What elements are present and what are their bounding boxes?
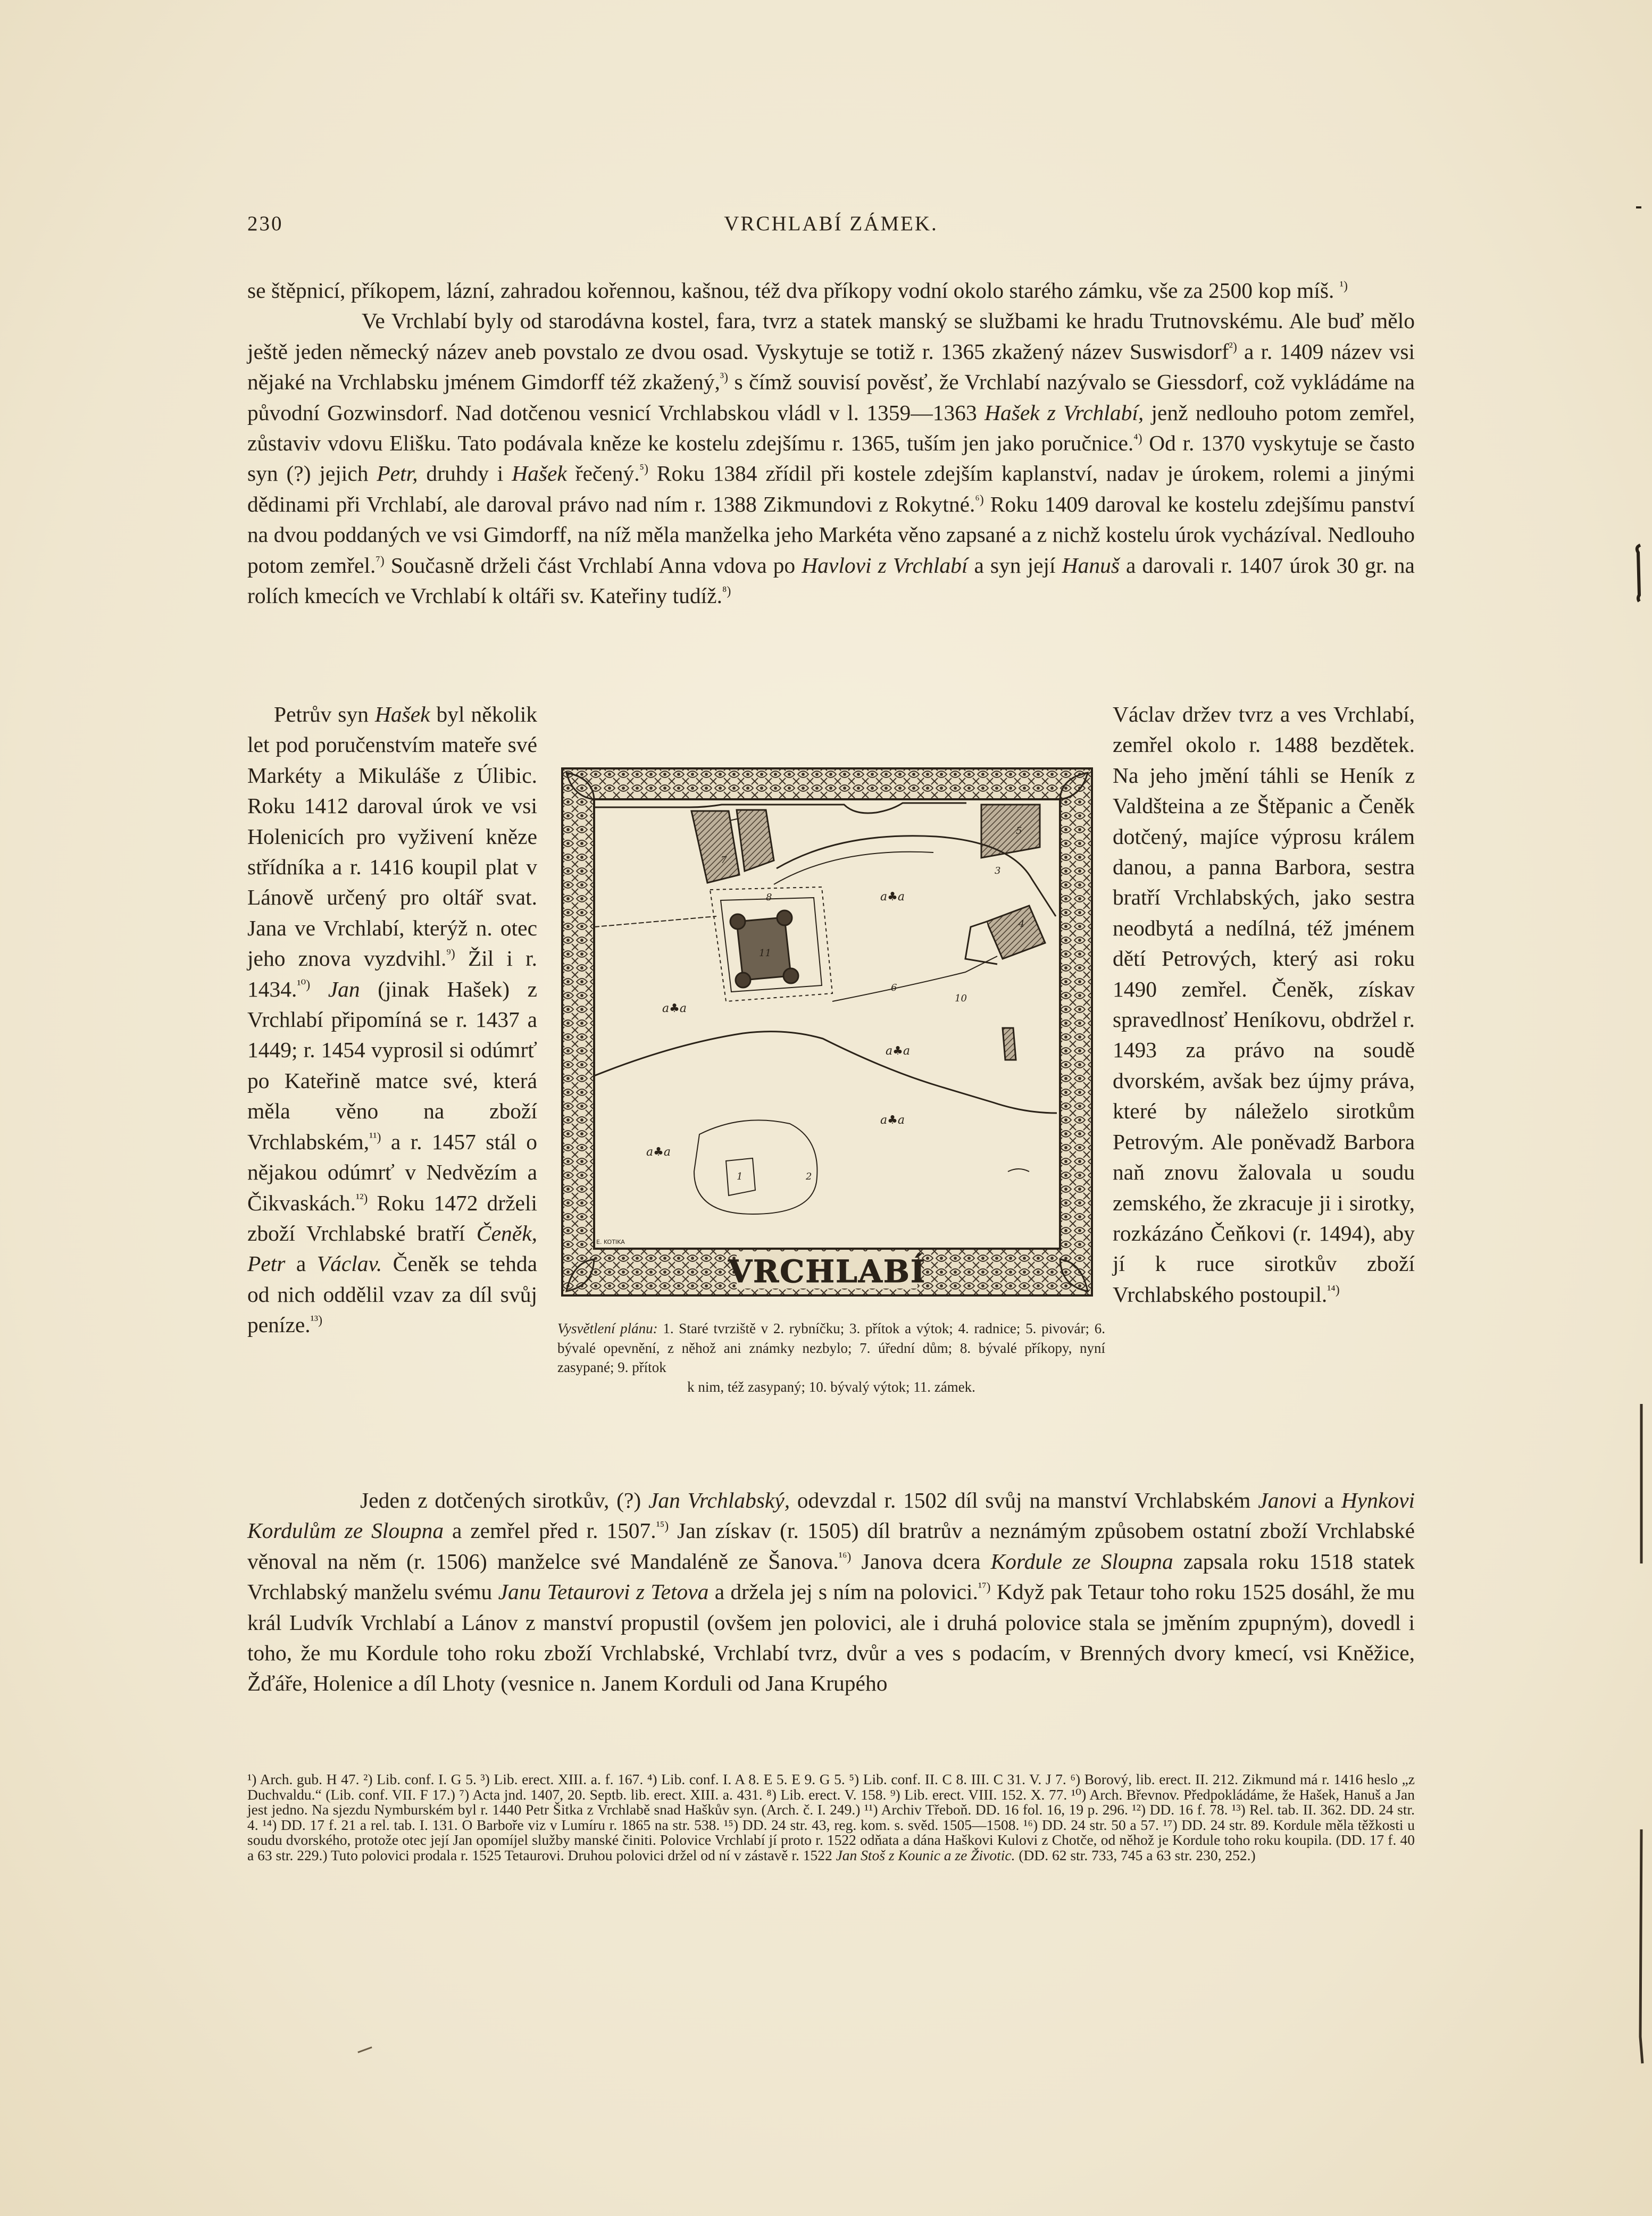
mark-hook bbox=[1637, 545, 1640, 601]
p2-italic-hasek: Hašek z Vrchlabí, bbox=[984, 400, 1144, 425]
lc-italic-jan: Jan bbox=[328, 976, 360, 1001]
footnote-ref-2: ²) bbox=[1229, 340, 1237, 354]
top-text-block bbox=[247, 275, 1415, 611]
footnote-text: ¹) Arch. gub. H 47. ²) Lib. conf. I. G 5. ³) Lib. erect. XIII. a. f. 167. ⁴) Lib. conf. I. A 8. E 5. E 9. G 5. ⁵) Lib. conf. II. C 8. III. C 31. V. J 7. ⁶) Borový, lib. erect. II. 212. Zikmund má r. 1416 heslo „z Duchvaldu.“ (Lib. conf. VII. F 17.) ⁷) Acta jnd. 1407, 20. Septb. lib. erect. XIII. a. 431. ⁸) Lib. erect. V. 158. ⁹) Lib. erect. VIII. 152. X. 77. ¹⁰) Arch. Břevnov. Předpokládáme, že Hašek, Hanuš a Jan jest jedno. Na sjezdu Nymburském byl r. 1440 Petr Šitka z Vrchlabě snad Haškův syn. (Arch. č. I. 249.) ¹¹) Archiv Třeboň. DD. 16 fol. 16, 19 p. 296. ¹²) DD. 16 f. 78. ¹³) Rel. tab. II. 362. DD. 24 str. 4. ¹⁴) DD. 17 f. 21 a rel. tab. I. 131. O Barboře viz v Lumíru r. 1865 na str. 538. ¹⁵) DD. 24 str. 43, reg. kom. s. svěd. 1505—1508. ¹⁶) DD. 24 str. 50 a 57. ¹⁷) DD. 24 str. 89. Kordule měla těžkosti u soudu dvorského, protože otec její Jan opomíjel služby manské činiti. Polovice Vrchlabí jí proto r. 1522 odňata a dána Haškovi Kulovi z Chotče, od něhož je Kordule toho roku koupila. (DD. 17 f. 40 a 63 str. 229.) Tuto polovici prodala r. 1525 Tetaurovi. Druhou polovici držel od ní v zástavě r. 1522 bbox=[247, 1771, 1415, 1863]
lc-text-e: a r. 1457 stál o nějakou odúmrť v Nedvězím a Čikvaskách. bbox=[247, 1129, 537, 1215]
bb-text-c: a zemřel před r. 1507. bbox=[444, 1518, 656, 1543]
mark-low bbox=[1640, 1829, 1642, 2063]
p2-italic-petr: Petr, bbox=[377, 461, 418, 486]
label-3: 3 bbox=[995, 865, 1001, 876]
bb-text-b: odevzdal r. 1502 díl svůj na manství Vrchlabském bbox=[790, 1488, 1258, 1512]
p1-text: se štěpnicí, příkopem, lázní, zahradou kořennou, kašnou, též dva příkopy vodní okolo starého zámku, vše za 2500 kop míš. bbox=[247, 278, 1334, 303]
p2-text-m: a darovali r. 1407 úrok 30 gr. na rolích kmecích ve Vrchlabí k oltáři sv. Kateřiny tudíž. bbox=[247, 553, 1415, 608]
plan-caption bbox=[557, 1319, 1105, 1397]
label-11: 11 bbox=[759, 948, 771, 959]
footnote-italic: Jan Stoš z Kounic a ze Životic. bbox=[836, 1846, 1015, 1863]
footnote-ref-13: ¹³) bbox=[310, 1314, 323, 1328]
p2-text-g: řečený. bbox=[566, 461, 640, 486]
caption-text: 1. Staré tvrziště v 2. rybníčku; 3. přítok a výtok; 4. radnice; 5. pivovár; 6. bývalé opevnění, z něhož ani známky nezbylo; 7. úřední dům; 8. bývalé příkopy, nyní zasypané; 9. přítok bbox=[557, 1320, 1105, 1375]
p2-text-k: Současně drželi část Vrchlabí Anna vdova po bbox=[384, 553, 802, 578]
page-number: 230 bbox=[247, 212, 283, 235]
label-10: 10 bbox=[955, 993, 967, 1004]
bb-italic-janovi: Janovi bbox=[1258, 1488, 1317, 1512]
footnote-ref-12: ¹²) bbox=[356, 1191, 368, 1206]
running-header bbox=[247, 212, 1415, 244]
bb-text-h: Když pak Tetaur toho roku 1525 dosáhl, že mu král Ludvík Vrchlabí a Lánov z manství propustil (ovšem jen polovici, ale i druhá polovice stala se jměním zpupným), dovedl i toho, že mu Kordule toho roku zboží Vrchlabské, Vrchlabí tvrz, dvůr a ves s podacím, v Brenných dvory kmecí, vsi Kněžice, Žďáře, Holenice a díl Lhoty (vesnice n. Janem Korduli od Jana Krupého bbox=[247, 1579, 1415, 1696]
footnote-ref-7: ⁷) bbox=[376, 554, 385, 568]
p2-text-c: s čímž souvisí pověsť, že Vrchlabí nazývalo se Giessdorf, což vykládáme na původní Gozwinsdorf. Nad dotčenou vesnicí Vrchlabskou vládl v l. 1359—1363 bbox=[247, 370, 1415, 425]
lc-italic-cenek-petr: Čeněk, Petr bbox=[247, 1220, 537, 1276]
lc-text-c: Žil i r. 1434. bbox=[247, 946, 537, 1001]
bb-italic-kordule: Kordule ze Sloupna bbox=[990, 1549, 1173, 1574]
bb-text-b2: a bbox=[1316, 1488, 1341, 1512]
caption-lead: Vysvětlení plánu: bbox=[557, 1320, 658, 1336]
footnote-ref-14: ¹⁴) bbox=[1327, 1283, 1340, 1297]
binding-marks bbox=[1633, 0, 1652, 2216]
footnote-ref-1: ¹) bbox=[1339, 279, 1348, 293]
footnote-text-end: (DD. 62 str. 733, 745 a 63 str. 230, 252.) bbox=[1015, 1846, 1256, 1863]
label-6: 6 bbox=[891, 982, 897, 993]
tree-mark-5: a♣a bbox=[646, 1145, 671, 1159]
label-7: 7 bbox=[721, 855, 727, 866]
plan-figure bbox=[561, 767, 1093, 1297]
bb-text-e: Janova dcera bbox=[851, 1549, 991, 1574]
bb-italic-hynkovi: Hynkovi Kordulům ze Sloupna bbox=[247, 1488, 1415, 1543]
footnote-ref-6: ⁶) bbox=[975, 492, 984, 507]
lc-text-f: Roku 1472 drželi zboží Vrchlabské bratří bbox=[247, 1190, 537, 1245]
tree-mark-2: a♣a bbox=[662, 1002, 687, 1015]
bb-text-d: Jan získav (r. 1505) díl bratrův a neznámým způsobem ostatní zboží Vrchlabské věnoval na něm (r. 1506) manželce své Mandaléně ze Šanova. bbox=[247, 1518, 1415, 1574]
footnote-ref-3: ³) bbox=[720, 371, 729, 385]
mark-top bbox=[1636, 206, 1641, 208]
bb-text-g: a držela jej s ním na polovici. bbox=[708, 1579, 978, 1604]
tree-mark-1: a♣a bbox=[880, 890, 905, 904]
footnote-ref-10: ¹⁰) bbox=[297, 977, 311, 992]
p2-text-a: Ve Vrchlabí byly od starodávna kostel, fara, tvrz a statek manský se službami ke hradu Trutnovskému. Ale buď mělo ještě jeden německý název aneb povstalo ze dvou osad. Vyskytuje se totiž r. 1365 zkažený název Suswisdorf bbox=[247, 308, 1415, 364]
plan-title: VRCHLABÍ bbox=[728, 1253, 927, 1290]
right-column-paragraph bbox=[1113, 699, 1415, 1310]
paragraph-1 bbox=[247, 275, 1415, 306]
tree-mark-4: a♣a bbox=[880, 1114, 905, 1127]
caption-last-line: k nim, též zasypaný; 10. bývalý výtok; 11. zámek. bbox=[687, 1378, 975, 1395]
lc-text-b: byl několik let pod poručenstvím mateře své Markéty a Mikuláše z Úlibic. Roku 1412 daroval úrok ve vsi Holenicích pro vyživení kněze střídníka a r. 1416 koupil plat v Lánově určený pro oltář svat. Jana ve Vrchlabí, kterýž n. otec jeho znova vyzdvihl. bbox=[247, 702, 538, 971]
lc-italic-hasek: Hašek bbox=[374, 702, 430, 726]
rc-text: Václav držev tvrz a ves Vrchlabí, zemřel okolo r. 1488 bezdětek. Na jeho jmění táhli se Heník z Valdšteina a ze Štěpanic a Čeněk dotčený, majíce výprosu králem danou, a panna Barbora, sestra bratří Vrchlabských, jako sestra neodbytá a nedílná, též jménem dětí Petrových, který asi roku 1490 zemřel. Čeněk, získav spravedlnosť Heníkovu, obdržel r. 1493 za právo na soudě dvorském, avšak bez újmy práva, které by náleželo sirotkům Petrovým. Ale poněvadž Barbora naň znovu žalovala u soudu zemského, že zkracuje ji i sirotky, rozkázáno Čeňkovi (r. 1494), aby jí k ruce sirotkův zboží Vrchlabského postoupil. bbox=[1113, 702, 1415, 1307]
footnote-ref-8: ⁸) bbox=[722, 584, 731, 599]
bottom-text-block bbox=[247, 1485, 1415, 1699]
lc-text-d: (jinak Hašek) z Vrchlabí připomíná se r. 1437 a 1449; r. 1454 vyprosil si odúmrť po Kateřině matce své, která měla věno na zboží Vrchlabském, bbox=[247, 976, 538, 1154]
p2-text-d: jenž nedlouho potom zemřel, zůstaviv vdovu Elišku. Tato podávala kněze ke kostelu zdejšímu r. 1365, tuším jen jako poručnice. bbox=[247, 400, 1415, 456]
lc-text-g: Čeněk se tehda od nich oddělil vzav za díl svůj peníze. bbox=[247, 1251, 537, 1337]
p2-text-f: druhdy i bbox=[418, 461, 512, 486]
p2-text-l: a syn její bbox=[967, 553, 1062, 578]
bb-italic-jan: Jan Vrchlabský, bbox=[648, 1488, 790, 1512]
bb-text-a: Jeden z dotčených sirotkův, (?) bbox=[360, 1488, 648, 1512]
right-column bbox=[1113, 699, 1415, 1310]
p2-italic-hanus: Hanuš bbox=[1062, 553, 1120, 578]
label-5: 5 bbox=[1016, 825, 1022, 837]
bb-italic-tetaur: Janu Tetaurovi z Tetova bbox=[498, 1579, 709, 1604]
footnotes bbox=[247, 1772, 1415, 1863]
paragraph-2 bbox=[247, 306, 1415, 611]
castle-tower-ne bbox=[777, 910, 792, 925]
footnote-ref-4: ⁴) bbox=[1133, 432, 1142, 446]
lc-text-a: Petrův syn bbox=[274, 702, 375, 726]
footnote-ref-11: ¹¹) bbox=[369, 1130, 381, 1144]
plan-engraver: E. KOTIKA bbox=[596, 1239, 625, 1245]
p2-italic-havel: Havlovi z Vrchlabí bbox=[802, 553, 968, 578]
p2-text-h: Roku 1384 zřídil při kostele zdejším kaplanství, nadav je úrokem, rolemi a jinými dědinami při Vrchlabí, ale daroval právo nad ním r. 1388 Zikmundovi z Rokytné. bbox=[247, 461, 1415, 516]
label-4: 4 bbox=[1019, 918, 1025, 930]
tree-mark-3: a♣a bbox=[886, 1044, 910, 1058]
caption-body bbox=[557, 1319, 1105, 1377]
footnote-ref-5: ⁵) bbox=[639, 462, 648, 476]
lc-italic-vaclav: Václav. bbox=[316, 1251, 382, 1276]
p2-text-e: Od r. 1370 vyskytuje se často syn (?) jejich bbox=[247, 431, 1415, 486]
castle-tower-sw bbox=[736, 973, 750, 988]
castle-tower-nw bbox=[730, 914, 745, 929]
castle-tower-se bbox=[783, 968, 798, 983]
running-title: VRCHLABÍ ZÁMEK. bbox=[724, 212, 938, 235]
left-column-paragraph bbox=[247, 699, 537, 1341]
footnote-ref-16: ¹⁶) bbox=[838, 1550, 852, 1564]
p2-text-b: a r. 1409 název vsi nějaké na Vrchlabsku jménem Gimdorff též zkažený, bbox=[247, 339, 1415, 395]
footnote-ref-17: ¹⁷) bbox=[978, 1581, 991, 1595]
stray-mark bbox=[357, 2046, 372, 2053]
label-2: 2 bbox=[806, 1171, 812, 1182]
left-column bbox=[247, 699, 537, 1341]
paragraph-bottom bbox=[247, 1485, 1415, 1699]
bb-text-f: zapsala roku 1518 statek Vrchlabský manželu svému bbox=[247, 1549, 1415, 1604]
plan-svg bbox=[561, 767, 1093, 1297]
footnote-ref-9: ⁹) bbox=[446, 947, 455, 961]
label-8: 8 bbox=[766, 892, 772, 903]
p2-italic-hasek2: Hašek bbox=[512, 461, 567, 486]
p2-text-j: Roku 1409 daroval ke kostelu zdejšímu panství na dvou poddaných ve vsi Gimdorff, na níž měla manželka jeho Markéta věno zapsané a z nichž kostelu úrok vycházíval. Nedlouho potom zemřel. bbox=[247, 491, 1415, 578]
building-side bbox=[1003, 1028, 1016, 1060]
footnote-ref-15: ¹⁵) bbox=[656, 1519, 669, 1534]
label-1: 1 bbox=[737, 1171, 743, 1182]
frame-inner bbox=[594, 799, 1060, 1249]
lc-text-f2: a bbox=[285, 1251, 317, 1276]
